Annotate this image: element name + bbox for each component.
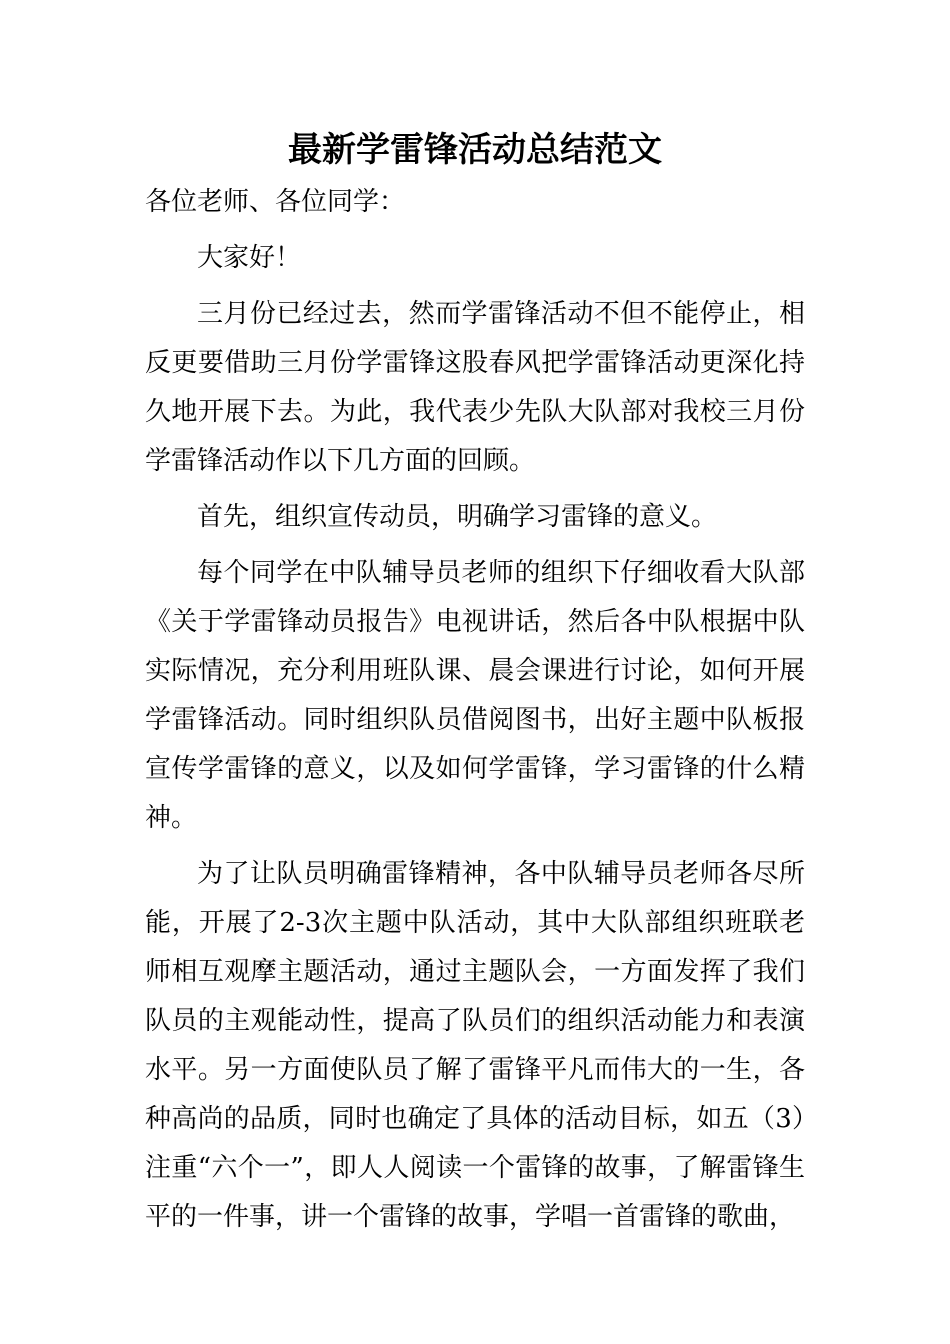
document-body <box>145 178 805 1242</box>
paragraph-mobilization: 每个同学在中队辅导员老师的组织下仔细收看大队部《关于学雷锋动员报告》电视讲话，然后各中队根据中队实际情况，充分利用班队课、晨会课进行讨论，如何开展学雷锋活动。同时组织队员借阅图书，出好主题中队板报宣传学雷锋的意义，以及如何学雷锋，学习雷锋的什么精神。 <box>145 558 805 833</box>
paragraph-activities: 为了让队员明确雷锋精神，各中队辅导员老师各尽所能，开展了2-3次主题中队活动，其中大队部组织班联老师相互观摩主题活动，通过主题队会，一方面发挥了我们队员的主观能动性，提高了队员们的组织活动能力和表演水平。另一方面使队员了解了雷锋平凡而伟大的一生，各种高尚的品质，同时也确定了具体的活动目标，如五（3）注重“六个一”，即人人阅读一个雷锋的故事，了解雷锋生平的一件事，讲一个雷锋的故事，学唱一首雷锋的歌曲， <box>145 859 805 1232</box>
document-title: 最新学雷锋活动总结范文 <box>288 130 662 170</box>
paragraph-first-point: 首先，组织宣传动员，明确学习雷锋的意义。 <box>197 502 718 532</box>
paragraph-greeting: 大家好！ <box>197 243 302 273</box>
paragraph-intro: 三月份已经过去，然而学雷锋活动不但不能停止，相反更要借助三月份学雷锋这股春风把学雷锋活动更深化持久地开展下去。为此，我代表少先队大队部对我校三月份学雷锋活动作以下几方面的回顾。 <box>145 299 805 476</box>
salutation: 各位老师、各位同学： <box>145 187 406 217</box>
